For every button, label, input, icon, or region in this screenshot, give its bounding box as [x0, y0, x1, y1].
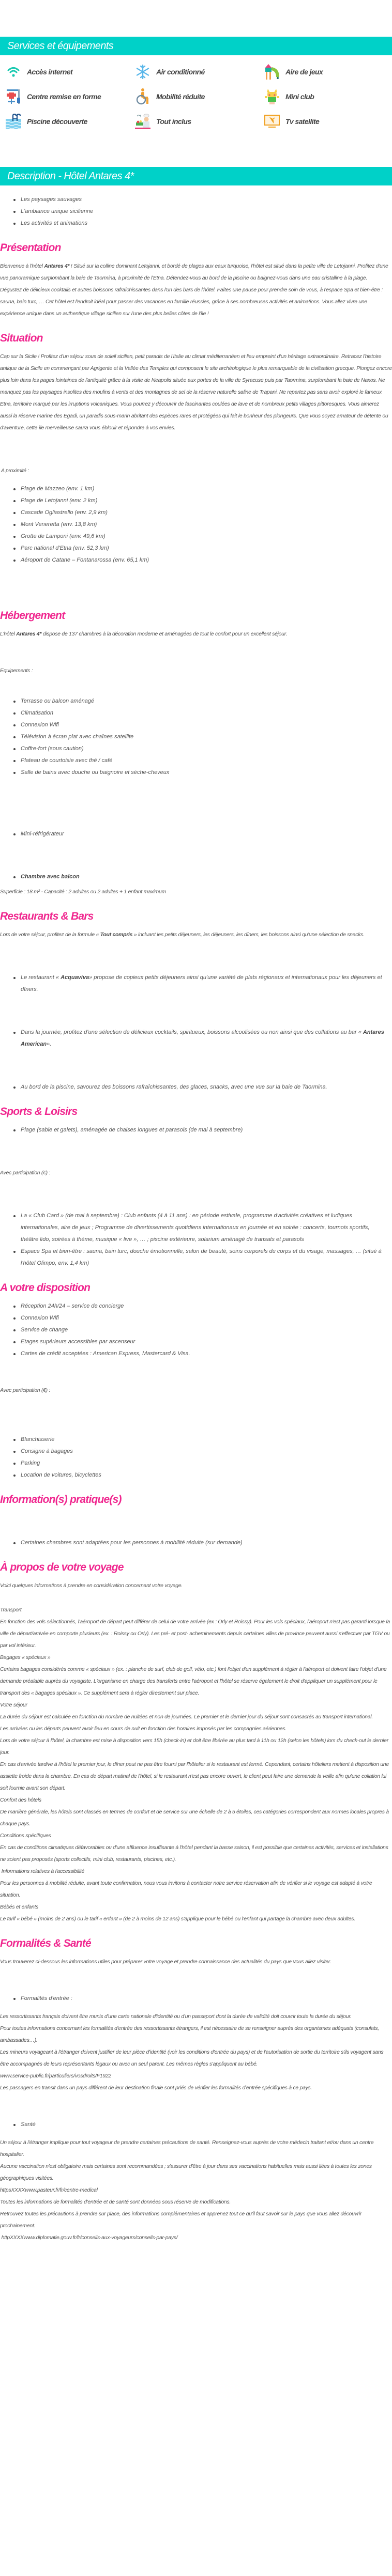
voyage-paragraph: De manière générale, les hôtels sont classés en termes de confort et de service sur une échelle de 2 à 5 étoiles, ces catégories correspondent aux normes locales propres à chaque pays.: [0, 1809, 389, 1827]
health-details: [0, 2137, 392, 2244]
entry-paragraph: Les mineurs voyageant à l'étranger doivent justifier de leur pièce d'identité (voir les conditions d'entrée du pays) et de l'autorisation de sortie du territoire s'ils voyagent sans être accompagnés de leurs représentants légaux ou avec un seul parent. Les mêmes règles s'appliquent au bébé.: [0, 2049, 384, 2067]
amenity-label: Aire de jeux: [285, 67, 323, 76]
list-item: Télévision à écran plat avec chaînes satellite: [13, 731, 392, 743]
voyage-subheading: Bagages « spéciaux »: [0, 1654, 51, 1661]
service-public-link[interactable]: www.service-public.fr/particuliers/vosdroits/F1922: [0, 2073, 111, 2079]
description-banner: Description - Hôtel Antares 4*: [0, 167, 392, 185]
paid-label: Avec participation (€) :: [0, 1387, 51, 1393]
health-paragraph: Aucune vaccination n'est obligatoire mais certaines sont recommandées ; s'assurer d'être à jour dans ses vaccinations habituelles mais aussi liées à toutes les zones géographiques visitées.: [0, 2163, 372, 2181]
wifi-icon: [5, 64, 22, 80]
amenity-allinclusive: [134, 109, 264, 134]
description-content: [0, 185, 392, 2269]
room-type-list: [0, 871, 392, 883]
voyage-subheading: Confort des hôtels: [0, 1797, 41, 1803]
restaurants-list: [0, 972, 392, 996]
list-item: Espace Spa et bien-être : sauna, bain turc, douche émotionnelle, salon de beauté, soins corporels du corps et du visage, massages, … (situé à l'hôtel Olimpo, env. 1,4 km): [13, 1246, 392, 1269]
hotel-name: Antares 4*: [44, 263, 70, 269]
list-item: L'ambiance unique sicilienne: [13, 206, 392, 218]
list-item: Formalités d'entrée :: [13, 1993, 392, 2005]
entry-paragraph: Pour toutes informations concernant les formalités d'entrée des ressortissants étrangers, il est nécessaire de se renseigner auprès des organismes adéquats (consulats, ambassades…).: [0, 2025, 379, 2043]
health-paragraph: Retrouvez toutes les précautions à prendre sur place, des informations complémentaires et apprenez tout ce qu'il faut savoir sur le pays que vous allez découvrir prochainement.: [0, 2211, 362, 2229]
pratique-list: [0, 1537, 392, 1549]
entry-paragraph: Les ressortissants français doivent être munis d'une carte nationale d'identité ou d'un passeport dont la durée de validité doit couvrir toute la durée du séjour.: [0, 2013, 352, 2020]
list-item: Consigne à bagages: [13, 1446, 392, 1457]
list-item: Parc national d'Etna (env. 52,3 km): [13, 542, 392, 554]
list-item: Climatisation: [13, 707, 392, 719]
amenity-playground: [264, 59, 392, 84]
amenity-label: Air conditionné: [156, 67, 205, 76]
amenity-mobility: [134, 84, 264, 109]
list-item: Réception 24h/24 – service de concierge: [13, 1300, 392, 1312]
list-item: Terrasse ou balcon aménagé: [13, 695, 392, 707]
situation-text: Cap sur la Sicile ! Profitez d'un séjour sous de soleil sicilien, petit paradis de l'Italie au climat méditerranéen et lieu empreint d'un héritage extraordinaire. Retracez l'histoire antique de la Sicile en commençant par Agrigente et la Vallée des Temples qui composent le site archéologique le plus remarquable de la civilisation grecque. Plongez encore plus loin dans les pages lointaines de l'antiquité grâce à la visite de Neapolis située aux portes de la ville de Syracuse puis par Taormina, surplombant la baie de Naxos. Ne manquez pas les paysages insolites des moulins à vents et des montagnes de sel de la réserve naturelle saline de Trapani. Ne repartez pas sans avoir exploré le fameux Etna, territoire marqué par les irruptions volcaniques. Vous pourrez y découvrir de fascinantes coulées de lave et de nombreux petits villages pittoresques. Vous aimerez aussi la réserve marine des Egadi, un paradis sous-marin abritant des espèces rares et protégées qui fait le bonheur des plongeurs. Que vous soyez amateur de détente ou d'aventure, cette île merveilleuse saura vous éblouir et répondre à vos envies.: [0, 353, 392, 431]
amenity-aircon: [134, 59, 264, 84]
voyage-subheading: Transport: [0, 1607, 22, 1613]
pasteur-link[interactable]: httpsXXXXwww.pasteur.fr/fr/centre-medical: [0, 2187, 98, 2193]
section-title-sports: Sports & Loisirs: [0, 1106, 78, 1118]
voyage-paragraph: Certains bagages considérés comme « spéciaux » (ex. : planche de surf, club de golf, vélo, etc.) font l'objet d'un supplément à régler à l'aéroport et doivent faire l'objet d'une demande préalable auprès du voyagiste. L'organisme en charge des transferts entre l'aéroport et l'hôtel se réserve également le droit d'appliquer un supplément pour le transport des « bagages spéciaux ». Ce supplément sera à régler directement sur place.: [0, 1666, 387, 1696]
voyage-subheading: Informations relatives à l'accessibilité: [0, 1868, 85, 1874]
voyage-subheading: Conditions spécifiques: [0, 1833, 51, 1839]
equipments-list: [0, 695, 392, 779]
list-item: Plage de Letojanni (env. 2 km): [13, 495, 392, 507]
amenity-label: Centre remise en forme: [27, 92, 101, 101]
list-item: Connexion Wifi: [13, 719, 392, 731]
hebergement-text: L'hôtel Antares 4* dispose de 137 chambres à la décoration moderne et aménagées de tout le confort pour un excellent séjour.: [0, 631, 288, 637]
list-item: Santé: [13, 2119, 392, 2131]
list-item: Coffre-fort (sous caution): [13, 743, 392, 755]
health-paragraph: Toutes les informations de formalités d'entrée et de santé sont données sous réserve de modifications.: [0, 2199, 231, 2205]
services-banner: Services et équipements: [0, 37, 392, 55]
list-item: Etages supérieurs accessibles par ascenseur: [13, 1336, 392, 1348]
section-title-formalites: Formalités & Santé: [0, 1937, 91, 1949]
amenity-label: Tv satellite: [285, 117, 320, 126]
disposition-paid-list: [0, 1434, 392, 1481]
list-item: Les activités et animations: [13, 218, 392, 229]
amenity-miniclub: [264, 84, 392, 109]
voyage-paragraph: En fonction des vols sélectionnés, l'aéroport de départ peut différer de celui de votre arrivée (ex : Orly et Roissy). Pour les vols spéciaux, l'aéroport n'est pas garanti lorsque la ville de départ/arrivée en comporte plusieurs (ex. : Roissy ou Orly). Les pré- et post- acheminements depuis certaines villes de province peuvent aussi s'effectuer par TGV ou par vol intérieur.: [0, 1619, 390, 1649]
voyage-subheading: Votre séjour: [0, 1702, 27, 1708]
snowflake-icon: [134, 64, 151, 80]
list-item: Cartes de crédit acceptées : American Express, Mastercard & Visa.: [13, 1348, 392, 1360]
chef-icon: [134, 113, 151, 130]
amenities-grid: [0, 55, 392, 134]
amenity-pool: [5, 109, 134, 134]
voyage-paragraph: Le tarif « bébé » (moins de 2 ans) ou le tarif « enfant » (de 2 à moins de 12 ans) s'applique pour le bébé ou l'enfant qui partage la chambre avec deux adultes.: [0, 1916, 355, 1922]
section-title-restaurants: Restaurants & Bars: [0, 910, 94, 922]
amenity-fitness: [5, 84, 134, 109]
section-title-pratique: Information(s) pratique(s): [0, 1494, 122, 1506]
pool-ladder-icon: [5, 113, 22, 130]
mascot-icon: [264, 88, 280, 105]
satellite-tv-icon: [264, 113, 280, 130]
amenity-label: Mobilité réduite: [156, 92, 205, 101]
room-type: Chambre avec balcon: [13, 871, 392, 883]
entry-details: [0, 2011, 392, 2094]
list-item: Connexion Wifi: [13, 1312, 392, 1324]
voyage-paragraph: En cas d'arrivée tardive à l'hôtel le premier jour, le dîner peut ne pas être fourni par l'hôtelier si le restaurant est fermé. Cependant, certains hôteliers mettent à disposition une assiette froide dans la chambre. En cas de départ matinal de l'hôtel, si le restaurant n'est pas encore ouvert, le client peut faire une demande la veille afin qu'une collation lui soit fournie avant son départ.: [0, 1761, 389, 1791]
section-title-hebergement: Hébergement: [0, 610, 65, 622]
list-item: Au bord de la piscine, savourez des boissons rafraîchissantes, des glaces, snacks, avec une vue sur la baie de Taormina.: [13, 1081, 392, 1093]
list-item: Aéroport de Catane – Fontanarossa (env. 65,1 km): [13, 554, 392, 566]
equipments-extra-list: [0, 828, 392, 840]
fitness-machine-icon: [5, 88, 22, 105]
voyage-intro: Voici quelques informations à prendre en considération concernant votre voyage.: [0, 1582, 183, 1589]
sports-paid-list: [0, 1210, 392, 1269]
amenity-internet: [5, 59, 134, 84]
restaurants-intro: Lors de votre séjour, profitez de la formule « Tout compris » incluant les petits déjeuners, les déjeuners, les dîners, les boissons ainsi qu'une sélection de snacks.: [0, 932, 365, 938]
list-item: Grotte de Lamponi (env. 49,6 km): [13, 531, 392, 542]
equipments-label: Equipements :: [0, 668, 33, 674]
hotel-name: Antares 4*: [16, 631, 42, 637]
voyage-paragraph: Pour les personnes à mobilité réduite, avant toute confirmation, nous vous invitons à contacter notre service réservation afin de vérifier si le voyage est adapté à votre situation.: [0, 1880, 372, 1898]
entry-paragraph: Les passagers en transit dans un pays différent de leur destination finale sont priés de vérifier les formalités d'entrée spécifiques à ce pays.: [0, 2085, 312, 2091]
restaurants-list: [0, 1081, 392, 1093]
nearby-label: A proximité :: [1, 468, 29, 474]
section-title-disposition: A votre disposition: [0, 1282, 91, 1294]
nearby-list: [0, 483, 392, 566]
list-item: Salle de bains avec douche ou baignoire et sèche-cheveux: [13, 767, 392, 779]
voyage-paragraph: Les arrivées ou les départs peuvent avoir lieu en cours de nuit en fonction des horaires imposés par les compagnies aériennes.: [0, 1726, 287, 1732]
voyage-paragraph: La durée du séjour est calculée en fonction du nombre de nuitées et non de journées. Le premier et le dernier jour du séjour sont consacrés au transport international.: [0, 1714, 373, 1720]
voyage-paragraph: En cas de conditions climatiques défavorables ou d'une affluence insuffisante à l'hôtel pendant la basse saison, il est possible que certaines activités, services et installations ne soient pas proposés (sports collectifs, mini club, restaurants, piscines, etc.).: [0, 1844, 388, 1863]
list-item: Service de change: [13, 1324, 392, 1336]
section-title-situation: Situation: [0, 332, 43, 344]
voyage-paragraph: Lors de votre séjour à l'hôtel, la chambre est mise à disposition vers 15h (check-in) et doit être libérée au plus tard à 11h ou 12h (selon les hôtels) lors du check-out le dernier jour.: [0, 1737, 388, 1756]
list-item: Le restaurant « Acquaviva» propose de copieux petits déjeuners ainsi qu'une variété de plats régionaux et internationaux pour les déjeuners et dîners.: [13, 972, 392, 996]
restaurants-list: [0, 1027, 392, 1050]
room-details: Superficie : 18 m² - Capacité : 2 adultes ou 2 adultes + 1 enfant maximum: [0, 889, 166, 895]
diplomatie-link[interactable]: httpXXXXwww.diplomatie.gouv.fr/fr/conseils-aux-voyageurs/conseils-par-pays/: [0, 2234, 178, 2241]
section-title-presentation: Présentation: [0, 242, 61, 254]
amenity-tv: [264, 109, 392, 134]
list-item: Plage (sable et galets), aménagée de chaises longues et parasols (de mai à septembre): [13, 1124, 392, 1136]
list-item: Parking: [13, 1457, 392, 1469]
health-paragraph: Un séjour à l'étranger implique pour tout voyageur de prendre certaines précautions de santé. Renseignez-vous auprès de votre médecin traitant et/ou dans un centre hospitalier.: [0, 2139, 374, 2158]
list-item: Mont Veneretta (env. 13,8 km): [13, 519, 392, 531]
list-item: Mini-réfrigérateur: [13, 828, 392, 840]
voyage-subheading: Bébés et enfants: [0, 1904, 39, 1910]
formalites-health-heading: [0, 2119, 392, 2131]
voyage-details: [0, 1604, 392, 1925]
paid-label: Avec participation (€) :: [0, 1170, 51, 1176]
amenity-label: Accès internet: [27, 67, 73, 76]
list-item: Location de voitures, bicyclettes: [13, 1469, 392, 1481]
wheelchair-icon: [134, 88, 151, 105]
formalites-intro: Vous trouverez ci-dessous les informations utiles pour préparer votre voyage et prendre connaissance des actualités du pays que vous allez visiter.: [0, 1959, 331, 1965]
list-item: Cascade Ogliastrello (env. 2,9 km): [13, 507, 392, 519]
list-item: Blanchisserie: [13, 1434, 392, 1446]
list-item: Plage de Mazzeo (env. 1 km): [13, 483, 392, 495]
presentation-text: Bienvenue à l'hôtel Antares 4* ! Situé sur la colline dominant Letojanni, et bordé de plages aux eaux turquoise, l'hôtel est situé dans la petite ville de Letojanni. Profitez d'une vue panoramique surplombant la baie de Taormina, à proximité de l'Etna. Détendez-vous au bord de la piscine ou baignez-vous dans une eau cristalline à la plage. Dégustez de délicieux cocktails et autres boissons rafraîchissantes dans l'un des bars de l'hôtel. Faîtes une pause pour prendre soin de vous, à l'espace Spa et bien-être : sauna, bain turc, … Cet hôtel est l'endroit idéal pour passer des vacances en famille réussies, grâce à ses nombreuses activités et animations. Vous allez vivre une expérience unique dans un authentique village sicilien sur l'une des plus belles côtes de l'île !: [0, 263, 388, 317]
list-item: La « Club Card » (de mai à septembre) : Club enfants (4 à 11 ans) : en période estivale, programme d'activités créatives et ludiques internationales, aire de jeux ; Programme de divertissements quotidiens internationaux en journée et en soirée : concerts, tournois sportifs, théâtre lido, soirées à thème, musique « live », … ; piscine extérieure, solarium aménagé de transats et parasols: [13, 1210, 392, 1246]
list-item: Certaines chambres sont adaptées pour les personnes à mobilité réduite (sur demande): [13, 1537, 392, 1549]
amenity-label: Tout inclus: [156, 117, 191, 126]
sports-free-list: [0, 1124, 392, 1136]
formalites-entry-heading: [0, 1993, 392, 2005]
list-item: Plateau de courtoisie avec thé / café: [13, 755, 392, 767]
amenity-label: Piscine découverte: [27, 117, 87, 126]
highlights-list: [0, 194, 392, 229]
playground-slide-icon: [264, 64, 280, 80]
list-item: Les paysages sauvages: [13, 194, 392, 206]
list-item: Dans la journée, profitez d'une sélection de délicieux cocktails, spiritueux, boissons alcoolisées ou non ainsi que des collations au bar « Antares American».: [13, 1027, 392, 1050]
amenity-label: Mini club: [285, 92, 314, 101]
section-title-voyage: À propos de votre voyage: [0, 1561, 124, 1573]
disposition-free-list: [0, 1300, 392, 1360]
